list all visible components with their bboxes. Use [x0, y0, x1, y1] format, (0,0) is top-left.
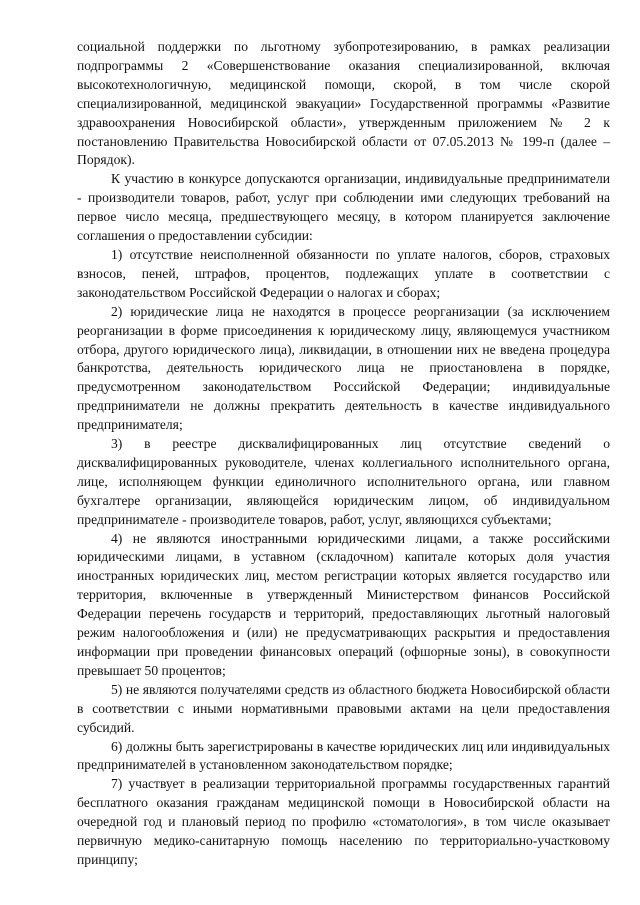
- requirement-item-3: 3) в реестре дисквалифицированных лиц отсутствие сведений о дисквалифицированных руководителе, членах коллегиального исполнительного органа, лице, исполняющем функции единоличного исполнительного органа, или главном бухгалтере организации, являющейся юридическим лицом, об индивидуальном предпринимателе - производителе товаров, работ, услуг, являющихся субъектами;: [77, 436, 610, 527]
- paragraph-eligibility-intro: К участию в конкурсе допускаются организации, индивидуальные предприниматели - производители товаров, работ, услуг при соблюдении ими следующих требований на первое число месяца, предшествующего месяцу, в котором планируется заключение соглашения о предоставлении субсидии:: [77, 171, 610, 244]
- requirement-item-1: 1) отсутствие неисполненной обязанности по уплате налогов, сборов, страховых взносов, пеней, штрафов, процентов, подлежащих уплате в соответствии с законодательством Российской Федерации о налогах и сборах;: [77, 246, 610, 300]
- requirement-item-7: 7) участвует в реализации территориальной программы государственных гарантий бесплатного оказания гражданам медицинской помощи в Новосибирской области на очередной год и плановый период по профилю «стоматология», в том числе оказывает первичную медико-санитарную помощь населению по территориально-участковому принципу;: [77, 776, 610, 867]
- document-page: [77, 38, 610, 870]
- requirement-item-4: 4) не являются иностранными юридическими лицами, а также российскими юридическими лицами, в уставном (складочном) капитале которых доля участия иностранных юридических лиц, местом регистрации которых является государство или территория, включенные в утвержденный Министерством финансов Российской Федерации перечень государств и территорий, предоставляющих льготный налоговый режим налогообложения и (или) не предусматривающих раскрытия и предоставления информации при проведении финансовых операций (офшорные зоны), в совокупности превышает 50 процентов;: [77, 530, 610, 678]
- requirement-item-5: 5) не являются получателями средств из областного бюджета Новосибирской области в соответствии с иными нормативными правовыми актами на цели предоставления субсидий.: [77, 681, 610, 735]
- paragraph-continuation: социальной поддержки по льготному зубопротезированию, в рамках реализации подпрограммы 2 «Совершенствование оказания специализированной, включая высокотехнологичную, медицинской помощи, скорой, в том числе скорой специализированной, медицинской эвакуации» Государственной программы «Развитие здравоохранения Новосибирской области», утвержденным приложением № 2 к постановлению Правительства Новосибирской области от 07.05.2013 № 199-п (далее – Порядок).: [77, 39, 610, 168]
- requirement-item-6: 6) должны быть зарегистрированы в качестве юридических лиц или индивидуальных предпринимателей в установленном законодательством порядке;: [77, 738, 610, 773]
- requirement-item-2: 2) юридические лица не находятся в процессе реорганизации (за исключением реорганизации в форме присоединения к юридическому лицу, являющемуся участником отбора, другого юридического лица), ликвидации, в отношении них не введена процедура банкротства, деятельность юридического лица не приостановлена в порядке, предусмотренном законодательством Российской Федерации; индивидуальные предприниматели не должны прекратить деятельность в качестве индивидуального предпринимателя;: [77, 303, 610, 433]
